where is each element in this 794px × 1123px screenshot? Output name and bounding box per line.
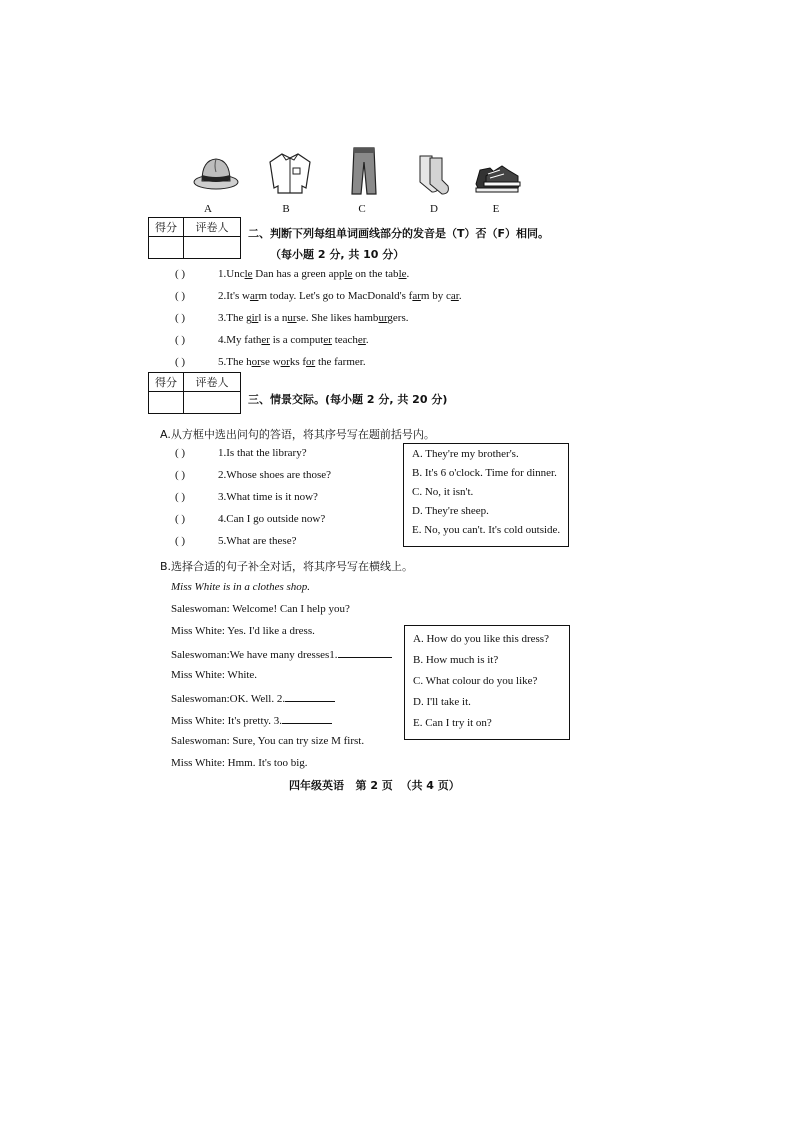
score-header: 得分: [149, 218, 184, 237]
dialogue-line: Saleswoman: Welcome! Can I help you?: [171, 603, 350, 615]
score-cell[interactable]: [149, 392, 184, 414]
section3-title: 三、情景交际。(每小题 2 分, 共 20 分): [248, 393, 448, 406]
partA-question: 4.Can I go outside now?: [218, 513, 326, 525]
answer-paren[interactable]: ( ): [175, 290, 186, 302]
partB-instruction: B.选择合适的句子补全对话，将其序号写在横线上。: [160, 560, 414, 573]
score-header: 得分: [149, 373, 184, 392]
score-table-section3: [148, 372, 241, 414]
dialogue-line: Saleswoman: Sure, You can try size M first.: [171, 735, 365, 747]
partA-options-box: [403, 443, 569, 547]
partA-option: B. It's 6 o'clock. Time for dinner.: [412, 467, 557, 479]
partB-scene: Miss White is in a clothes shop.: [171, 581, 311, 593]
dialogue-line-with-blank: [171, 691, 335, 705]
grader-header: 评卷人: [184, 218, 241, 237]
picture-label-e: E: [492, 203, 500, 215]
partA-question: 1.Is that the library?: [218, 447, 307, 459]
question-item: 4.My father is a computer teacher.: [218, 334, 369, 346]
dialogue-line: Miss White: Hmm. It's too big.: [171, 757, 308, 769]
picture-label-c: C: [358, 203, 366, 215]
answer-paren[interactable]: ( ): [175, 447, 186, 459]
dialogue-line: Miss White: Yes. I'd like a dress.: [171, 625, 315, 637]
partB-option: D. I'll take it.: [413, 696, 471, 708]
partA-option: A. They're my brother's.: [412, 448, 519, 460]
answer-blank-3[interactable]: [282, 713, 332, 724]
answer-paren[interactable]: ( ): [175, 469, 186, 481]
pants-icon: [340, 146, 388, 196]
question-item: 5.The horse works for the farmer.: [218, 356, 366, 368]
answer-blank-2[interactable]: [285, 691, 335, 702]
partB-option: E. Can I try it on?: [413, 717, 492, 729]
dialogue-line: Miss White: It's pretty. 3.: [171, 715, 283, 727]
dialogue-line: Saleswoman:OK. Well. 2.: [171, 693, 286, 705]
partA-option: D. They're sheep.: [412, 505, 489, 517]
grader-cell[interactable]: [184, 392, 241, 414]
partB-option: C. What colour do you like?: [413, 675, 538, 687]
partA-question: 3.What time is it now?: [218, 491, 318, 503]
partA-question: 2.Whose shoes are those?: [218, 469, 332, 481]
answer-paren[interactable]: ( ): [175, 491, 186, 503]
picture-label-b: B: [282, 203, 290, 215]
partB-options-box: [404, 625, 570, 740]
sneakers-icon: [472, 152, 520, 202]
answer-blank-1[interactable]: [338, 647, 392, 658]
dialogue-line-with-blank: [171, 647, 392, 661]
socks-icon: [410, 152, 458, 202]
partA-option: C. No, it isn't.: [412, 486, 474, 498]
page-footer: 四年级英语 第 2 页 （共 4 页）: [289, 779, 460, 792]
dialogue-line-with-blank: [171, 713, 332, 727]
partB-option: B. How much is it?: [413, 654, 499, 666]
dialogue-line: Miss White: White.: [171, 669, 258, 681]
picture-label-d: D: [430, 203, 438, 215]
answer-paren[interactable]: ( ): [175, 268, 186, 280]
score-table-section2: [148, 217, 241, 259]
question-item: 3.The girl is a nurse. She likes hamburgers.: [218, 312, 409, 324]
question-item: 2.It's warm today. Let's go to MacDonald's farm by car.: [218, 290, 462, 302]
answer-paren[interactable]: ( ): [175, 535, 186, 547]
shirt-icon: [266, 150, 314, 200]
partB-option: A. How do you like this dress?: [413, 633, 549, 645]
answer-paren[interactable]: ( ): [175, 513, 186, 525]
question-item: 1.Uncle Dan has a green apple on the table.: [218, 268, 410, 280]
dialogue-line: Saleswoman:We have many dresses1.: [171, 649, 338, 661]
partA-option: E. No, you can't. It's cold outside.: [412, 524, 561, 536]
partA-question: 5.What are these?: [218, 535, 297, 547]
picture-label-a: A: [204, 203, 212, 215]
grader-header: 评卷人: [184, 373, 241, 392]
score-cell[interactable]: [149, 237, 184, 259]
grader-cell[interactable]: [184, 237, 241, 259]
section2-note: （每小题 2 分, 共 10 分）: [270, 248, 405, 261]
section2-title: 二、判断下列每组单词画线部分的发音是（T）否（F）相同。: [248, 227, 550, 240]
answer-paren[interactable]: ( ): [175, 334, 186, 346]
answer-paren[interactable]: ( ): [175, 356, 186, 368]
partA-instruction: A.从方框中选出问句的答语，将其序号写在题前括号内。: [160, 428, 435, 441]
answer-paren[interactable]: ( ): [175, 312, 186, 324]
hat-icon: [192, 150, 240, 200]
